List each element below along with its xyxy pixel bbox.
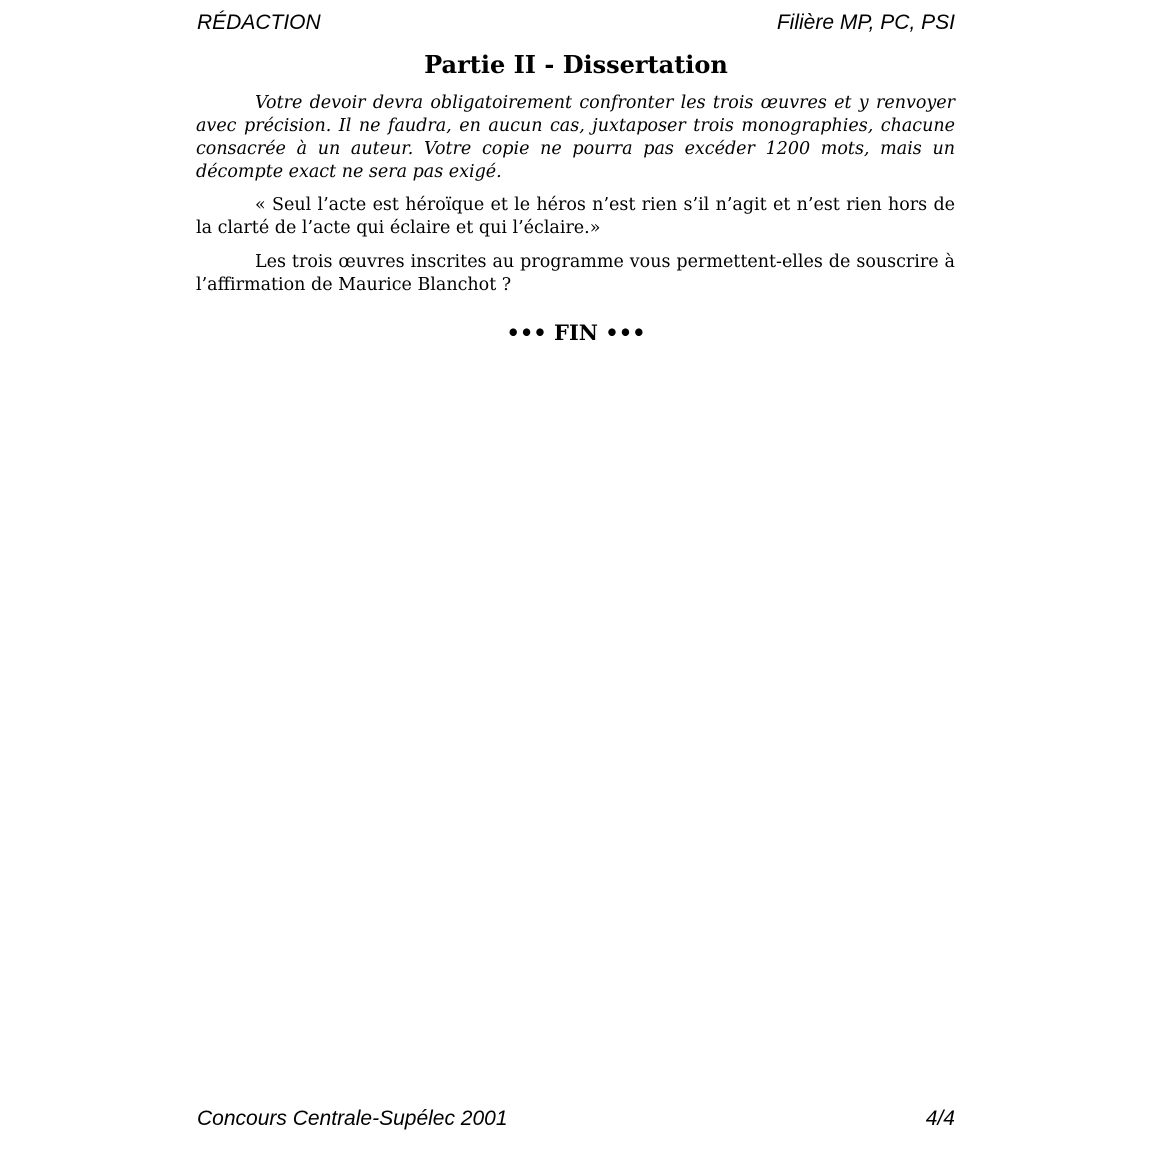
page-title: Partie II - Dissertation <box>424 50 728 79</box>
header-tracks: Filière MP, PC, PSI <box>776 11 955 34</box>
quote-paragraph: « Seul l’acte est héroïque et le héros n’est rien s’il n’agit et n’est rien hors de la clarté de l’acte qui éclaire et qui l’éclaire.» <box>196 195 955 238</box>
footer-exam-name: Concours Centrale-Supélec 2001 <box>197 1107 508 1130</box>
instructions-paragraph: Votre devoir devra obligatoirement confronter les trois œuvres et y renvoyer avec précision. Il ne faudra, en aucun cas, juxtaposer trois monographies, chacune consacrée à un auteur. Votre copie ne pourra pas excéder 1200 mots, mais un décompte exact ne sera pas exigé. <box>196 93 955 182</box>
question-paragraph: Les trois œuvres inscrites au programme vous permettent-elles de souscrire à l’affirmation de Maurice Blanchot ? <box>196 252 955 295</box>
page-number: 4/4 <box>925 1107 955 1130</box>
header-subject: RÉDACTION <box>197 11 321 34</box>
end-marker: ••• FIN ••• <box>506 320 646 345</box>
